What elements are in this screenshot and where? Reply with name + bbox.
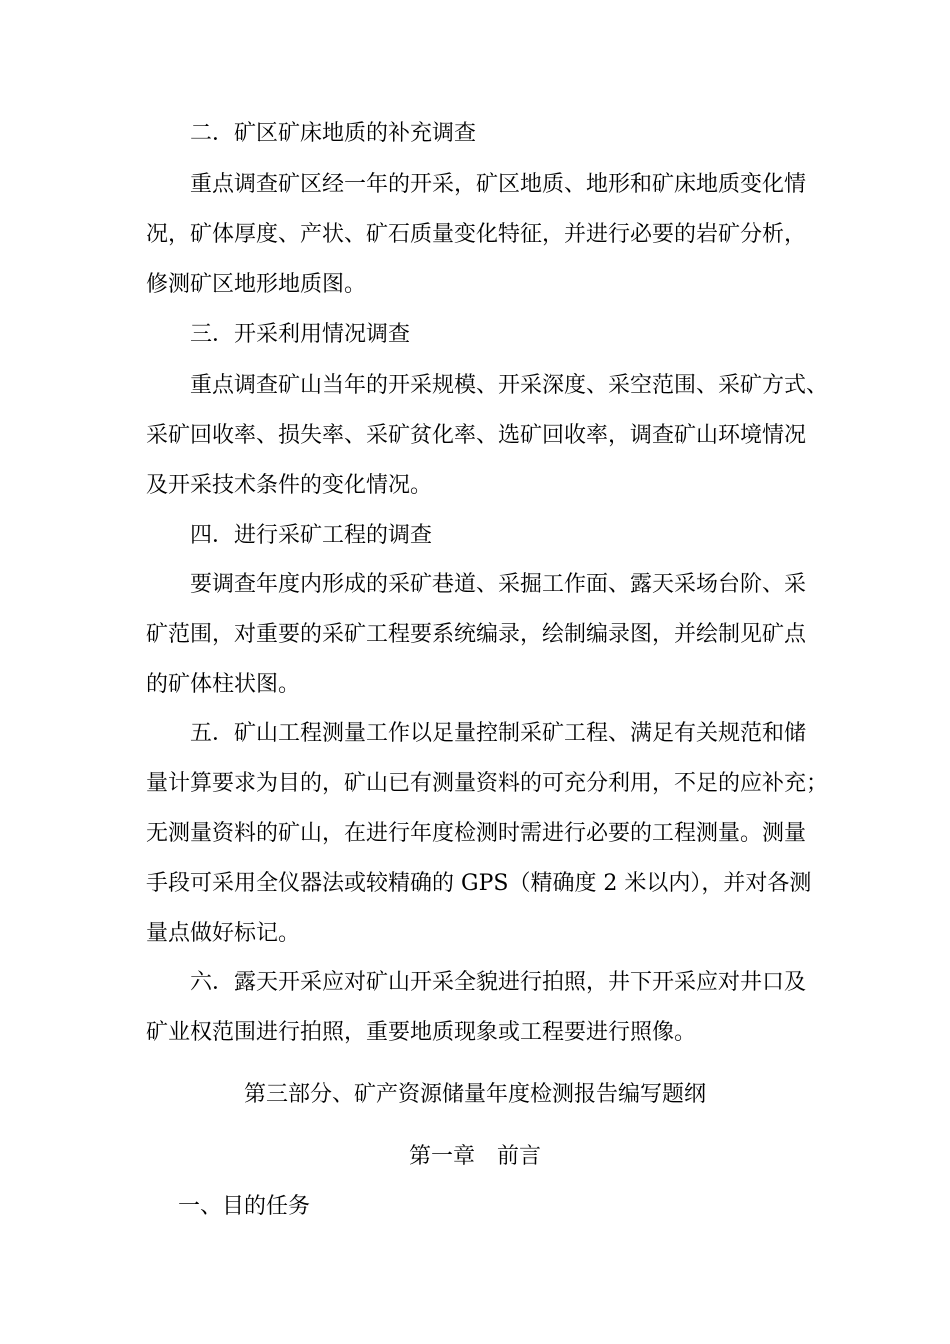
paragraph-line: 况，矿体厚度、产状、矿石质量变化特征，并进行必要的岩矿分析， — [146, 222, 807, 247]
paragraph-line: 五．矿山工程测量工作以足量控制采矿工程、满足有关规范和储 — [190, 721, 807, 746]
paragraph-line: 要调查年度内形成的采矿巷道、采掘工作面、露天采场台阶、采 — [190, 572, 807, 597]
paragraph-line: 量点做好标记。 — [146, 921, 301, 946]
paragraph-line: 矿业权范围进行拍照，重要地质现象或工程要进行照像。 — [146, 1020, 697, 1045]
paragraph-line: 的矿体柱状图。 — [146, 672, 301, 697]
paragraph-line: 六．露天开采应对矿山开采全貌进行拍照，井下开采应对井口及 — [190, 970, 807, 995]
paragraph-line: 重点调查矿山当年的开采规模、开采深度、采空范围、采矿方式、 — [190, 373, 829, 398]
chapter-title: 第一章 前言 — [408, 1144, 541, 1169]
paragraph-line: 手段可采用全仪器法或较精确的 GPS（精确度 2 米以内），并对各测 — [146, 871, 812, 896]
section-heading-3: 三．开采利用情况调查 — [190, 322, 411, 347]
part-title: 第三部分、矿产资源储量年度检测报告编写题纲 — [243, 1082, 706, 1107]
subsection-heading: 一、目的任务 — [178, 1194, 311, 1219]
paragraph-line: 矿范围，对重要的采矿工程要系统编录，绘制编录图，并绘制见矿点 — [146, 622, 807, 647]
paragraph-line: 修测矿区地形地质图。 — [146, 272, 367, 297]
section-heading-2: 二．矿区矿床地质的补充调查 — [190, 121, 477, 146]
section-heading-4: 四．进行采矿工程的调查 — [190, 523, 433, 548]
paragraph-line: 及开采技术条件的变化情况。 — [146, 473, 433, 498]
paragraph-line: 重点调查矿区经一年的开采，矿区地质、地形和矿床地质变化情 — [190, 172, 807, 197]
paragraph-line: 采矿回收率、损失率、采矿贫化率、选矿回收率，调查矿山环境情况 — [146, 423, 807, 448]
paragraph-line: 无测量资料的矿山，在进行年度检测时需进行必要的工程测量。测量 — [146, 821, 807, 846]
paragraph-line: 量计算要求为目的，矿山已有测量资料的可充分利用，不足的应补充； — [146, 771, 829, 796]
